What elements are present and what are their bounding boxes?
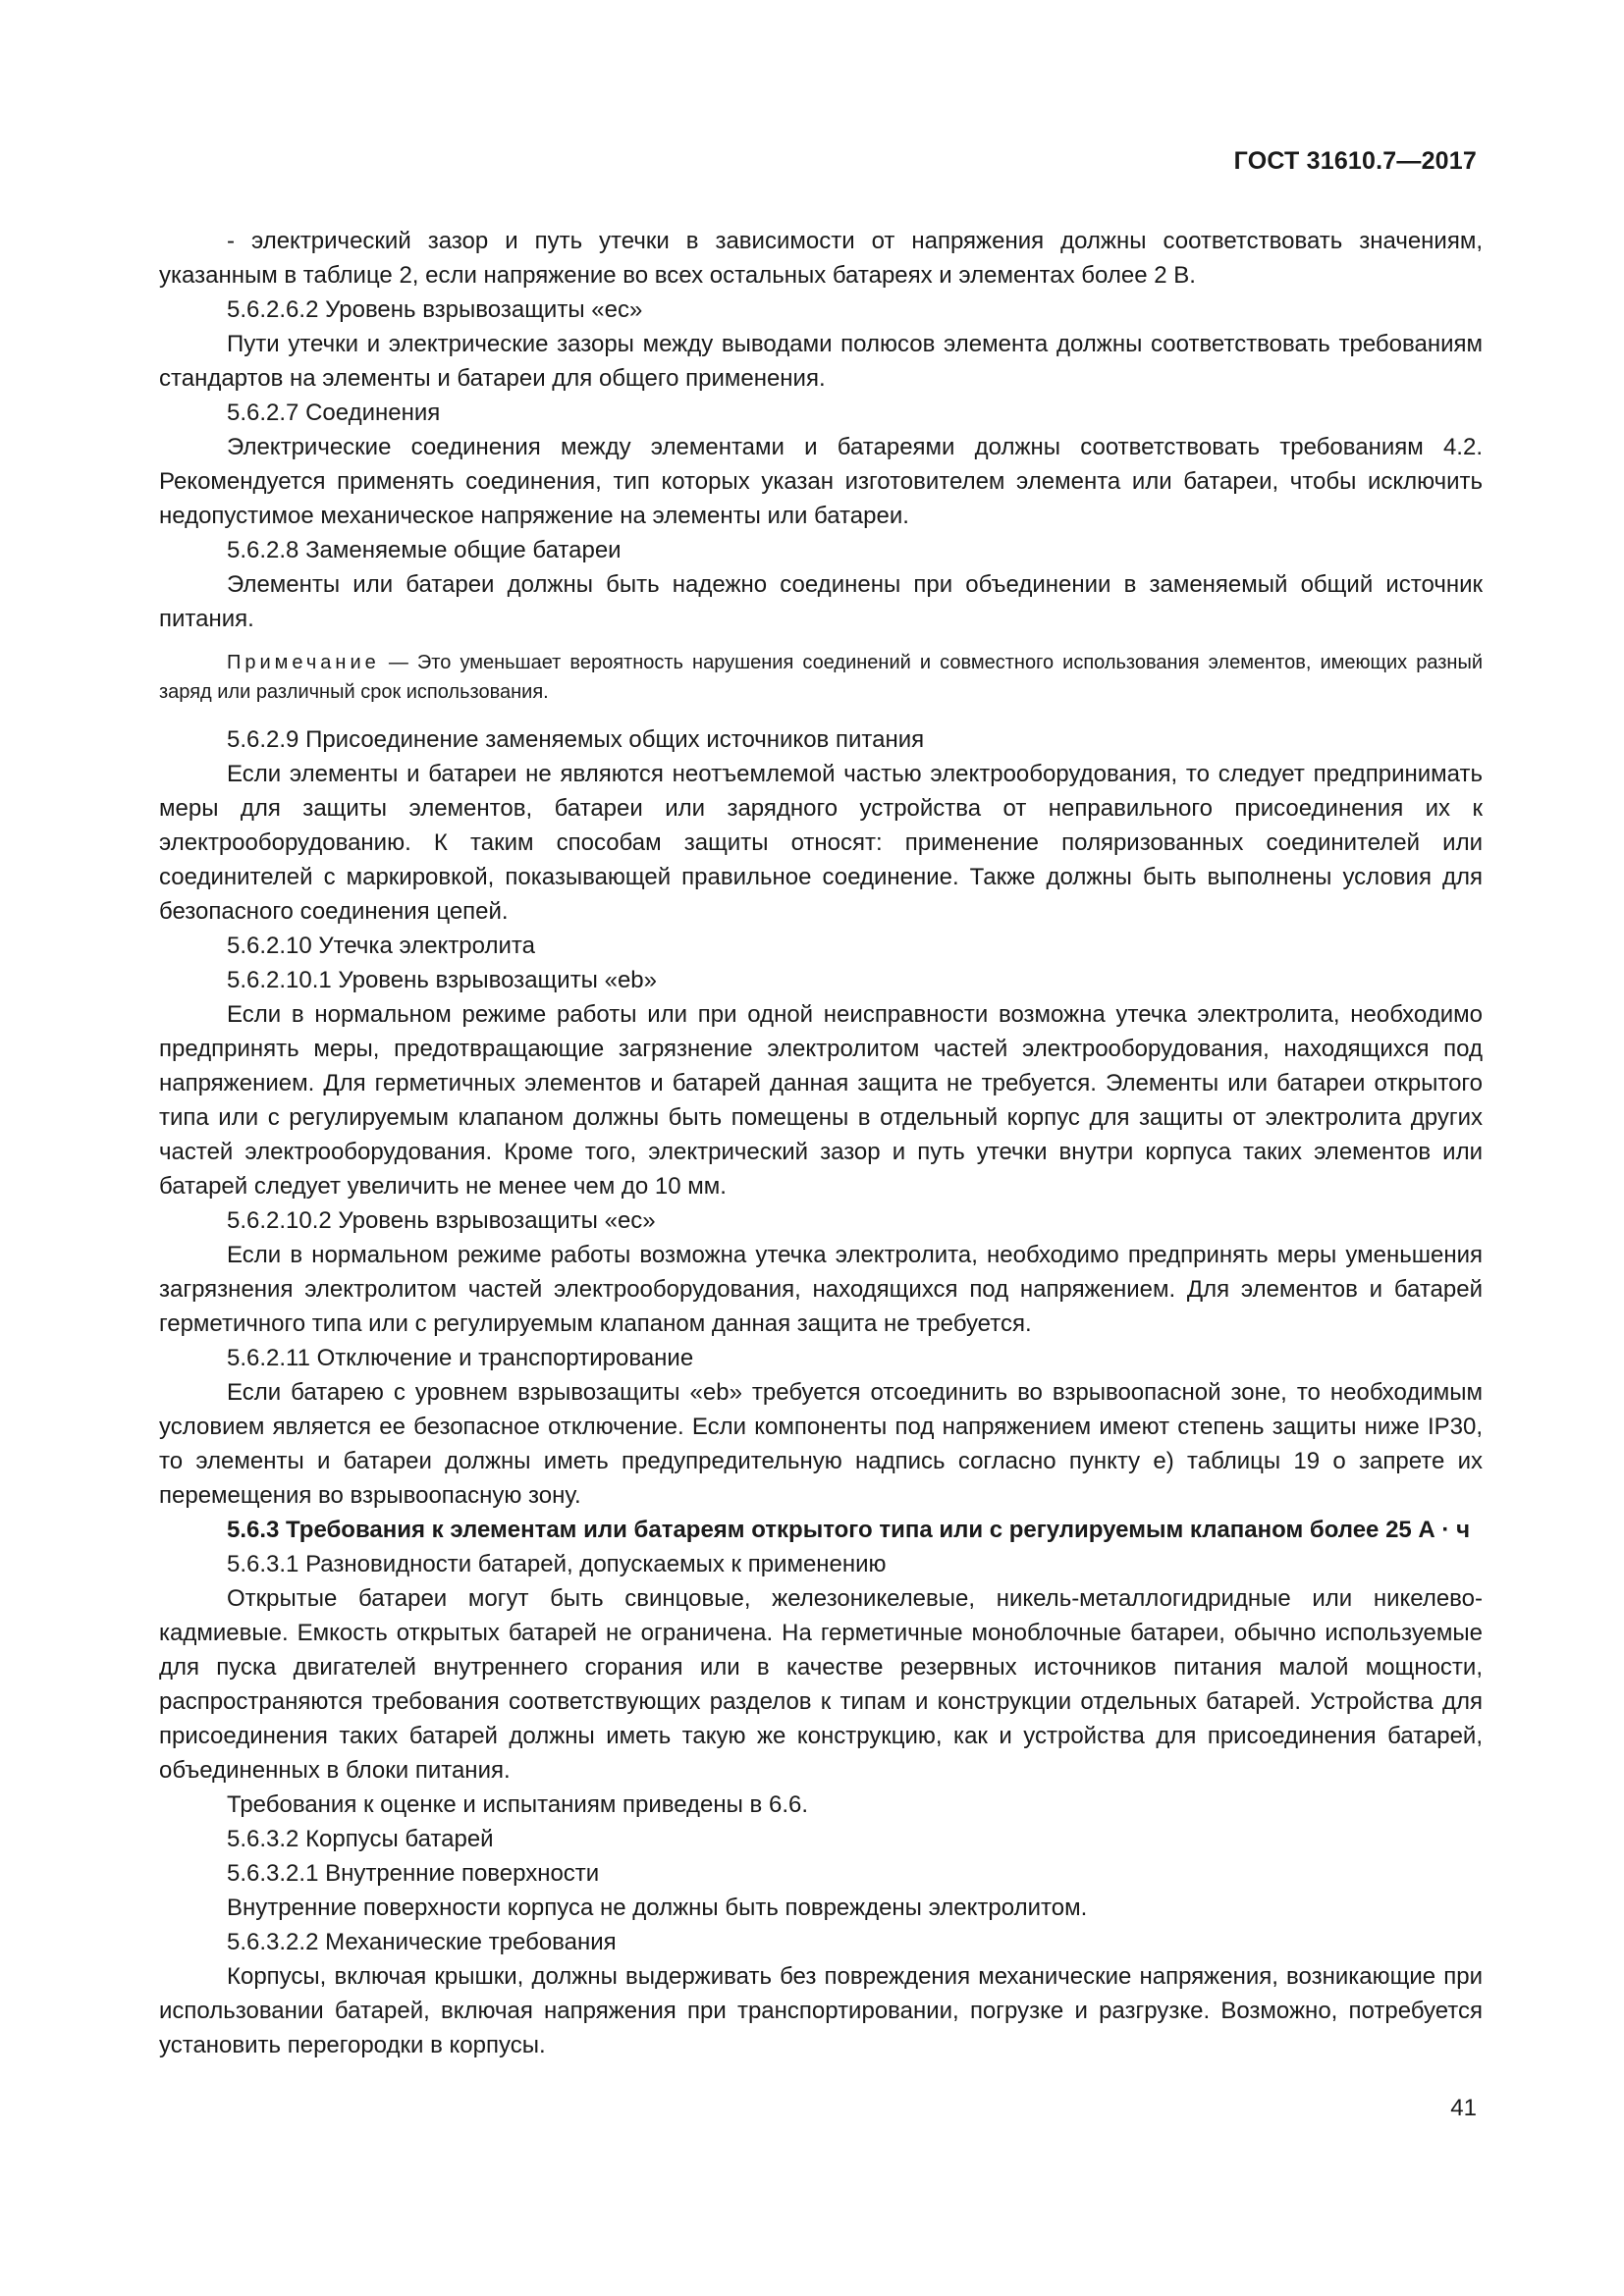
paragraph: Пути утечки и электрические зазоры между выводами полюсов элемента должны соответствовать требованиям стандартов на элементы и батареи для общего применения.	[159, 331, 1483, 392]
paragraph: Если в нормальном режиме работы или при одной неисправности возможна утечка электролита, необходимо предпринять меры, предотвращающие загрязнение электролитом частей электрооборудования, находящихся под напряжением. Для герметичных элементов и батарей данная защита не требуется. Элементы или батареи открытого типа или с регулируемым клапаном должны быть помещены в отдельный корпус для защиты от электролита других частей электрооборудования. Кроме того, электрический зазор и путь утечки внутри корпуса таких элементов или батарей следует увеличить не менее чем до 10 мм.	[159, 1001, 1483, 1200]
section-heading: 5.6.2.10.2 Уровень взрывозащиты «ec»	[227, 1207, 656, 1234]
section-heading: 5.6.3.2 Корпусы батарей	[227, 1826, 494, 1852]
document-header-id: ГОСТ 31610.7—2017	[1233, 147, 1477, 175]
paragraph: Внутренние поверхности корпуса не должны быть повреждены электролитом.	[227, 1895, 1088, 1921]
paragraph: - электрический зазор и путь утечки в зависимости от напряжения должны соответствовать значениям, указанным в таблице 2, если напряжение во всех остальных батареях и элементах более 2 В.	[159, 228, 1483, 289]
paragraph: Корпусы, включая крышки, должны выдерживать без повреждения механические напряжения, возникающие при использовании батарей, включая напряжения при транспортировании, погрузке и разгрузке. Возможно, потребуется установить перегородки в корпусы.	[159, 1963, 1483, 2058]
bold-section-heading: 5.6.3 Требования к элементам или батареям открытого типа или с регулируемым клапаном более 25 А · ч	[227, 1517, 1471, 1543]
section-heading: 5.6.2.11 Отключение и транспортирование	[227, 1345, 694, 1371]
section-heading: 5.6.2.10 Утечка электролита	[227, 933, 535, 959]
paragraph: Если в нормальном режиме работы возможна утечка электролита, необходимо предпринять меры уменьшения загрязнения электролитом частей электрооборудования, находящихся под напряжением. Для элементов и батарей герметичного типа или с регулируемым клапаном данная защита не требуется.	[159, 1242, 1483, 1337]
section-heading: 5.6.3.1 Разновидности батарей, допускаемых к применению	[227, 1551, 887, 1577]
paragraph: Если элементы и батареи не являются неотъемлемой частью электрооборудования, то следует предпринимать меры для защиты элементов, батареи или зарядного устройства от неправильного присоединения их к электрооборудованию. К таким способам защиты относят: применение поляризованных соединителей или соединителей с маркировкой, показывающей правильное соединение. Также должны быть выполнены условия для безопасного соединения цепей.	[159, 761, 1483, 925]
section-heading: 5.6.2.10.1 Уровень взрывозащиты «eb»	[227, 967, 657, 993]
section-heading: 5.6.2.6.2 Уровень взрывозащиты «ec»	[227, 296, 643, 323]
paragraph: Открытые батареи могут быть свинцовые, железоникелевые, никель-металлогидридные или никелево-кадмиевые. Емкость открытых батарей не ограничена. На герметичные моноблочные батареи, обычно используемые для пуска двигателей внутреннего сгорания или в качестве резервных источников питания малой мощности, распространяются требования соответствующих разделов к типам и конструкции отдельных батарей. Устройства для присоединения таких батарей должны иметь такую же конструкцию, как и устройства для присоединения батарей, объединенных в блоки питания.	[159, 1585, 1483, 1784]
section-heading: 5.6.3.2.2 Механические требования	[227, 1929, 617, 1955]
section-heading: 5.6.2.8 Заменяемые общие батареи	[227, 537, 622, 563]
section-heading: 5.6.2.7 Соединения	[227, 400, 441, 426]
note-label: Примечание	[227, 652, 380, 673]
section-heading: 5.6.2.9 Присоединение заменяемых общих источников питания	[227, 726, 925, 753]
section-heading: 5.6.3.2.1 Внутренние поверхности	[227, 1860, 600, 1887]
paragraph: Электрические соединения между элементами и батареями должны соответствовать требованиям 4.2. Рекомендуется применять соединения, тип которых указан изготовителем элемента или батареи, чтобы исключить недопустимое механическое напряжение на элементы или батареи.	[159, 434, 1483, 529]
document-body	[159, 224, 1483, 2062]
paragraph: Если батарею с уровнем взрывозащиты «eb» требуется отсоединить во взрывоопасной зоне, то необходимым условием является ее безопасное отключение. Если компоненты под напряжением имеют степень защиты ниже IP30, то элементы и батареи должны иметь предупредительную надпись согласно пункту е) таблицы 19 о запрете их перемещения во взрывоопасную зону.	[159, 1379, 1483, 1509]
note-paragraph	[159, 648, 1483, 707]
paragraph: Элементы или батареи должны быть надежно соединены при объединении в заменяемый общий источник питания.	[159, 571, 1483, 632]
page-number: 41	[1450, 2095, 1477, 2121]
note-text: — Это уменьшает вероятность нарушения соединений и совместного использования элементов, имеющих разный заряд или различный срок использования.	[159, 652, 1483, 703]
paragraph: Требования к оценке и испытаниям приведены в 6.6.	[227, 1791, 809, 1818]
